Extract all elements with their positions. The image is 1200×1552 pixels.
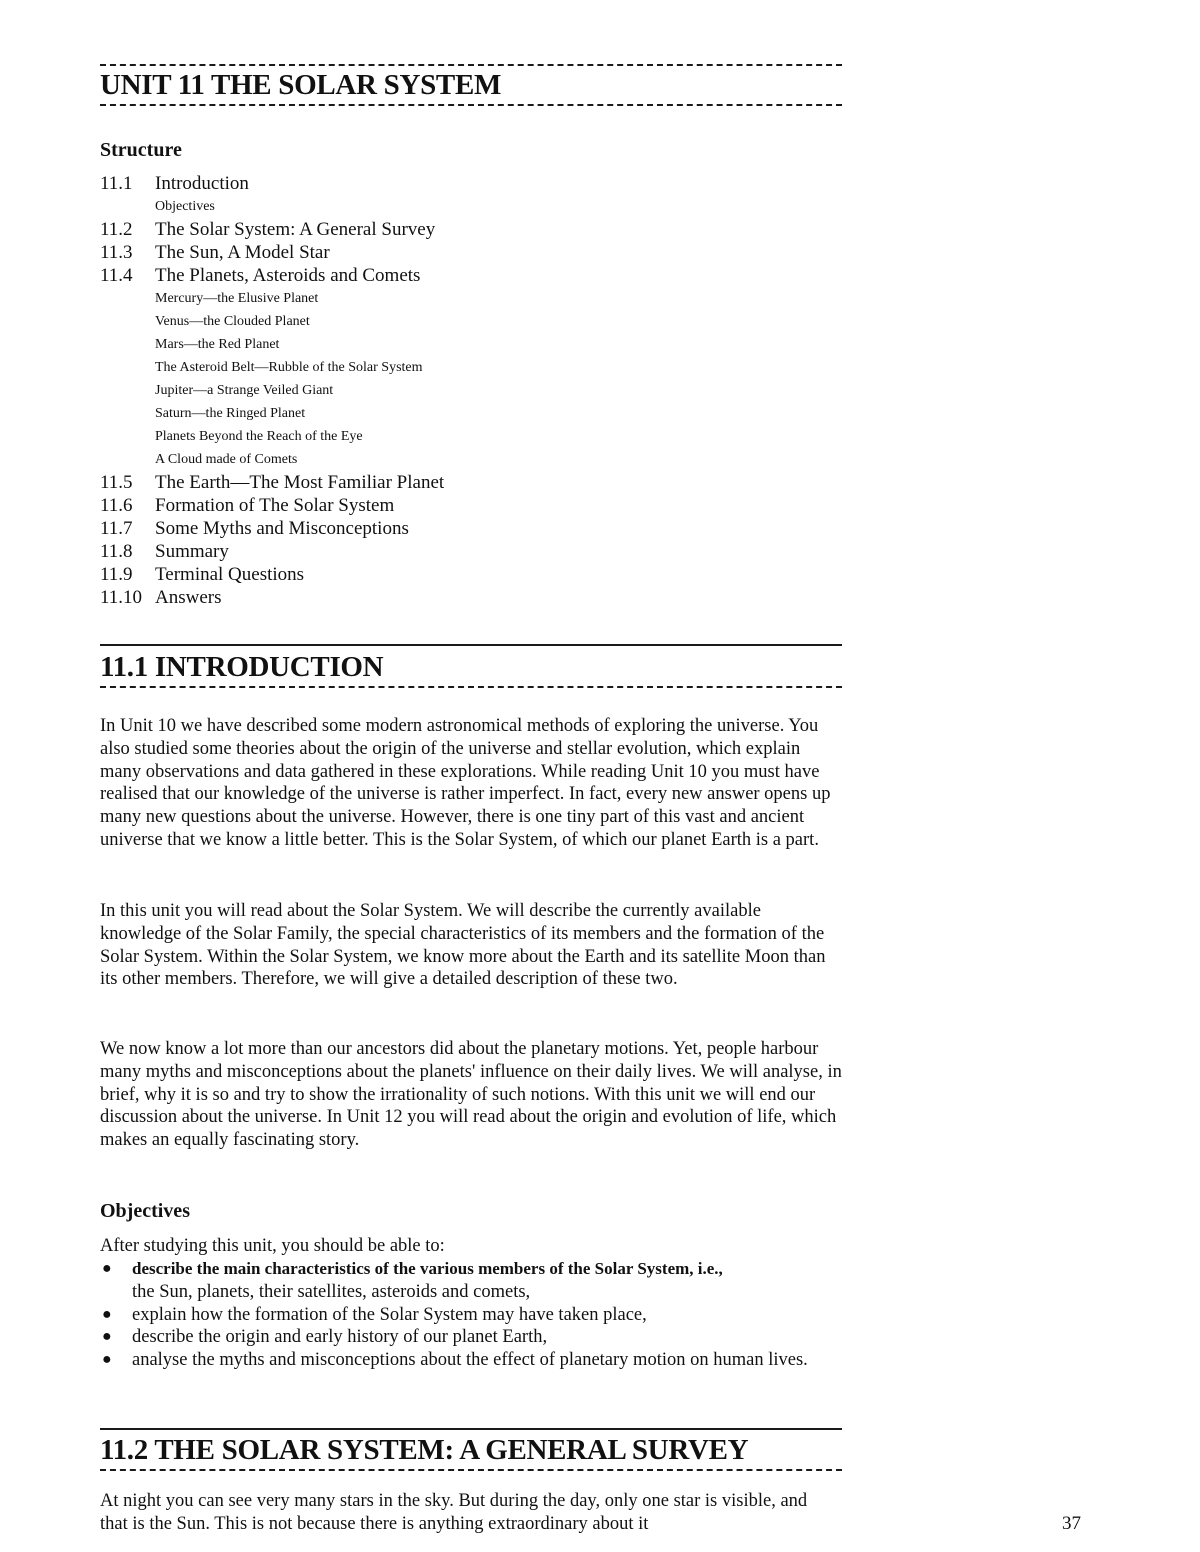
objective-text: the Sun, planets, their satellites, asteroids and comets, — [132, 1281, 531, 1302]
survey-underline — [100, 1469, 842, 1471]
toc-entry-number: 11.7 — [100, 518, 133, 539]
toc-entry-number: 11.9 — [100, 564, 133, 585]
top-rule — [100, 64, 842, 66]
objectives-heading: Objectives — [100, 1200, 190, 1222]
toc-entry-title: The Solar System: A General Survey — [155, 219, 436, 240]
objective-text: explain how the formation of the Solar System may have taken place, — [132, 1304, 647, 1325]
objectives-intro: After studying this unit, you should be able to: — [100, 1236, 445, 1256]
unit-title: UNIT 11 THE SOLAR SYSTEM — [100, 69, 502, 101]
toc-entry-title: Terminal Questions — [155, 564, 305, 585]
toc-subentry: Venus—the Clouded Planet — [155, 314, 310, 329]
toc-entry-number: 11.5 — [100, 472, 133, 493]
toc-entry-number: 11.8 — [100, 541, 133, 562]
toc-entry-number: 11.10 — [100, 587, 143, 608]
objective-text-bold: describe the main characteristics of the various members of the Solar System, i.e., — [132, 1259, 723, 1278]
toc-entry-title: The Earth—The Most Familiar Planet — [155, 472, 445, 493]
toc-entry — [100, 540, 700, 563]
survey-top-rule — [100, 1428, 842, 1430]
toc-entry — [100, 563, 700, 586]
survey-heading: 11.2 THE SOLAR SYSTEM: A GENERAL SURVEY — [100, 1434, 749, 1466]
toc-entry — [100, 241, 700, 264]
bullet-dot-icon: ● — [102, 1328, 112, 1346]
objective-item — [100, 1326, 830, 1349]
toc-entry-title: The Sun, A Model Star — [155, 242, 330, 263]
toc-entry-title: Some Myths and Misconceptions — [155, 518, 409, 539]
intro-paragraph-2: In this unit you will read about the Solar System. We will describe the currently available knowledge of the Solar Family, the special characteristics of its members and the formation of the Solar System. Within the Solar System, we know more about the Earth and its satellite Moon than its other members. Therefore, we will give a detailed description of these two. — [100, 901, 826, 990]
objective-text: analyse the myths and misconceptions about the effect of planetary motion on human lives. — [132, 1350, 808, 1371]
toc-subentry: The Asteroid Belt—Rubble of the Solar System — [155, 360, 423, 375]
introduction-heading: 11.1 INTRODUCTION — [100, 651, 384, 683]
toc-subentry: Saturn—the Ringed Planet — [155, 406, 306, 421]
objectives-list — [100, 1258, 830, 1372]
toc-entry-title: Formation of The Solar System — [155, 495, 395, 516]
toc-subentry: Planets Beyond the Reach of the Eye — [155, 429, 363, 444]
table-of-contents — [100, 172, 700, 609]
unit-title-underline — [100, 104, 842, 106]
toc-entry-number: 11.6 — [100, 495, 133, 516]
toc-entry-number: 11.1 — [100, 173, 133, 194]
bullet-dot-icon: ● — [102, 1260, 112, 1277]
structure-heading: Structure — [100, 139, 182, 161]
toc-entry-title: Summary — [155, 541, 229, 562]
introduction-top-rule — [100, 644, 842, 646]
objective-item — [100, 1304, 830, 1327]
toc-subentry: Mars—the Red Planet — [155, 337, 280, 352]
toc-entry — [100, 494, 700, 517]
toc-entry — [100, 517, 700, 540]
toc-entry-title: Introduction — [155, 173, 249, 194]
toc-subentry: Jupiter—a Strange Veiled Giant — [155, 383, 334, 398]
intro-paragraph-1: In Unit 10 we have described some modern astronomical methods of exploring the universe. You also studied some theories about the origin of the universe and stellar evolution, which explain many observations and data gathered in these explorations. While reading Unit 10 you must have realised that our knowledge of the universe is rather imperfect. In fact, every new answer opens up many new questions about the universe. However, there is one tiny part of this vast and ancient universe that we know a little better. This is the Solar System, of which our planet Earth is a part. — [100, 716, 831, 850]
toc-entry — [100, 264, 700, 287]
toc-entry — [100, 586, 700, 609]
toc-entry-number: 11.2 — [100, 219, 133, 240]
page-number: 37 — [1062, 1513, 1081, 1534]
objective-item — [100, 1349, 830, 1372]
toc-subentry: Mercury—the Elusive Planet — [155, 291, 319, 306]
toc-entry — [100, 218, 700, 241]
toc-entry-title: The Planets, Asteroids and Comets — [155, 265, 421, 286]
survey-paragraph: At night you can see very many stars in the sky. But during the day, only one star is visible, and that is the Sun. This is not because there is anything extraordinary about it — [100, 1491, 808, 1534]
toc-entry-number: 11.4 — [100, 265, 133, 286]
toc-subentry: Objectives — [155, 199, 215, 214]
toc-subentry: A Cloud made of Comets — [155, 452, 298, 467]
bullet-dot-icon: ● — [102, 1305, 112, 1323]
toc-entry-number: 11.3 — [100, 242, 133, 263]
introduction-underline — [100, 686, 842, 688]
toc-entry — [100, 172, 700, 195]
objective-text: describe the origin and early history of our planet Earth, — [132, 1327, 548, 1348]
objective-item — [100, 1258, 830, 1304]
intro-paragraph-3: We now know a lot more than our ancestors did about the planetary motions. Yet, people harbour many myths and misconceptions about the planets' influence on their daily lives. We will analyse, in brief, why it is so and try to show the irrationality of such notions. With this unit we will end our discussion about the universe. In Unit 12 you will read about the origin and evolution of life, which makes an equally fascinating story. — [100, 1039, 842, 1151]
bullet-dot-icon: ● — [102, 1351, 112, 1369]
toc-entry — [100, 471, 700, 494]
toc-entry-title: Answers — [155, 587, 222, 608]
